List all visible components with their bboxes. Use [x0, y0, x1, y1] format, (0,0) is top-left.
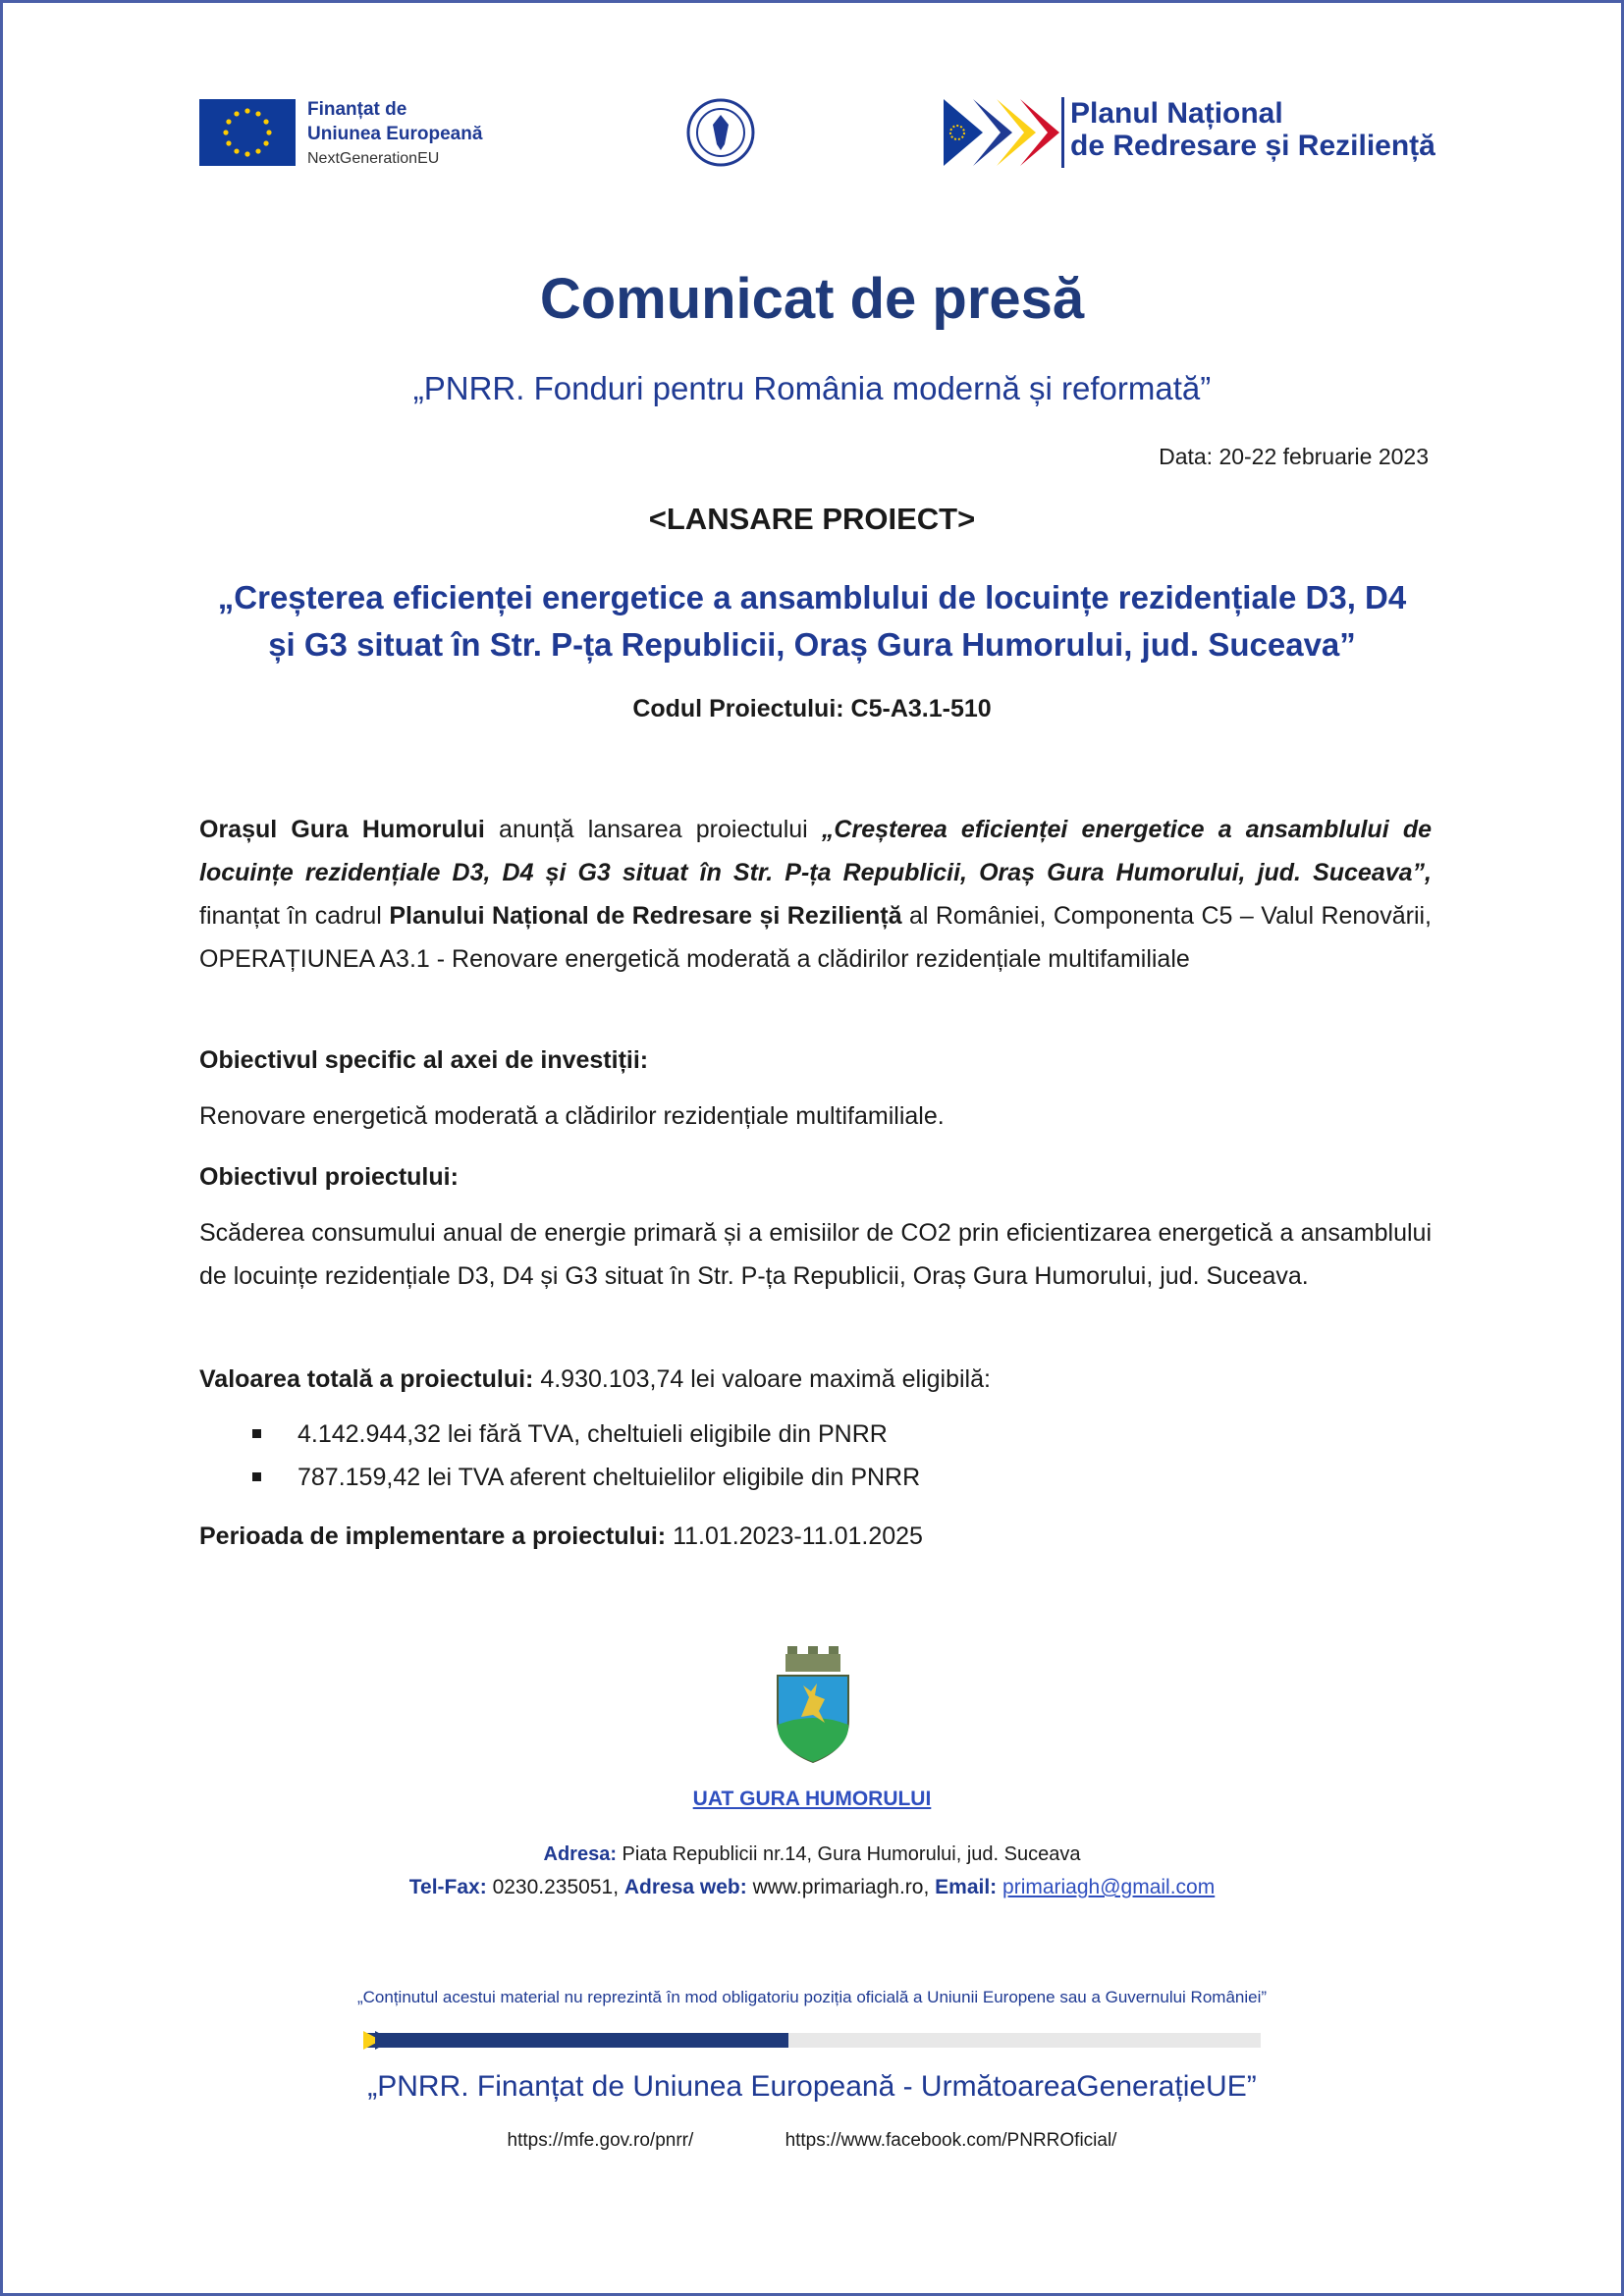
intro-project-name: „Creșterea eficienței energetice a ansamblului de locuințe rezidențiale D3, D4 și G3 situat în Str. P-ța Republicii, Oraș Gura Humorului, jud. Suceava”,	[199, 816, 1432, 886]
telfax-text: 0230.235051,	[486, 1876, 624, 1898]
page-title: Comunicat de presă	[539, 267, 1085, 331]
email-link[interactable]: primariagh@gmail.com	[1002, 1876, 1216, 1898]
period-label: Perioada de implementare a proiectului:	[199, 1522, 667, 1550]
implementation-period	[199, 1515, 1432, 1558]
launch-label: <LANSARE PROIECT>	[648, 502, 976, 536]
intro-text-3: al României, Componenta C5 – Valul Renovării, OPERAȚIUNEA A3.1 - Renovare energetică moderată a clădirilor rezidențiale multifamiliale	[199, 902, 1432, 973]
subtitle: „PNRR. Fonduri pentru România modernă și reformată”	[412, 370, 1212, 406]
intro-text-2: finanțat în cadrul	[199, 902, 390, 930]
email-label: Email:	[935, 1876, 998, 1898]
disclaimer: „Conținutul acestui material nu reprezintă în mod obligatoriu poziția oficială a Uniunii Europene sau a Guvernului României”	[356, 1988, 1268, 2006]
project-title	[3, 574, 1621, 668]
address-line	[3, 1843, 1621, 1866]
eu-line-1: Finanțat de	[307, 99, 407, 120]
intro-plan-name: Planului Național de Redresare și Reziliență	[389, 902, 902, 930]
intro-paragraph	[199, 808, 1432, 981]
release-date: Data: 20-22 februarie 2023	[1159, 444, 1429, 469]
slogan: „PNRR. Finanțat de Uniunea Europeană - UrmătoareaGenerațieUE”	[367, 2070, 1257, 2103]
web-text: www.primariagh.ro,	[746, 1876, 936, 1898]
list-item: 4.142.944,32 lei fără TVA, cheltuieli eligibile din PNRR	[199, 1413, 1432, 1456]
pnrr-title	[1070, 97, 1435, 162]
romanian-government-seal-icon	[685, 97, 756, 168]
eu-line-2: Uniunea Europeană	[307, 124, 483, 144]
total-value	[199, 1358, 1432, 1401]
intro-text-1: anunță lansarea proiectului	[484, 816, 822, 843]
uat-name-link[interactable]: UAT GURA HUMORULUI	[692, 1788, 932, 1810]
project-objective-text: Scăderea consumului anual de energie primară și a emisiilor de CO2 prin eficientizarea energetică a ansamblului de locuințe rezidențiale D3, D4 și G3 situat în Str. P-ța Republicii, Oraș Gura Humorului, jud. Suceava.	[199, 1219, 1432, 1290]
specific-objective-text: Renovare energetică moderată a clădirilor rezidențiale multifamiliale.	[199, 1102, 945, 1130]
eu-line-3: NextGenerationEU	[307, 150, 440, 167]
pnrr-line-1: Planul Național	[1070, 97, 1283, 130]
pnrr-line-2: de Redresare și Reziliență	[1070, 130, 1435, 162]
project-title-line-1: „Creșterea eficienței energetice a ansamblului de locuințe rezidențiale D3, D4	[217, 579, 1407, 615]
footer-arrow-icon	[363, 2029, 403, 2052]
web-label: Adresa web:	[623, 1876, 747, 1898]
intro-city: Orașul Gura Humorului	[199, 816, 485, 843]
value-breakdown-list	[199, 1413, 1432, 1499]
telfax-label: Tel-Fax:	[408, 1876, 487, 1898]
address-label: Adresa:	[543, 1843, 617, 1865]
total-value-text: 4.930.103,74 lei valoare maximă eligibilă:	[533, 1365, 991, 1393]
total-value-label: Valoarea totală a proiectului:	[199, 1365, 534, 1393]
mfe-link[interactable]: https://mfe.gov.ro/pnrr/	[507, 2130, 694, 2151]
footer-links	[3, 2130, 1621, 2152]
contact-line	[3, 1876, 1621, 1899]
list-item: 787.159,42 lei TVA aferent cheltuielilor eligibile din PNRR	[199, 1456, 1432, 1499]
eu-funding-label	[307, 97, 482, 171]
project-title-line-2: și G3 situat în Str. P-ța Republicii, Oraș Gura Humorului, jud. Suceava”	[268, 626, 1356, 663]
address-text: Piata Republicii nr.14, Gura Humorului, jud. Suceava	[617, 1843, 1081, 1865]
gura-humorului-crest-icon	[774, 1642, 852, 1765]
facebook-link[interactable]: https://www.facebook.com/PNRROficial/	[785, 2130, 1117, 2151]
project-objective-heading: Obiectivul proiectului:	[199, 1163, 459, 1191]
project-code: Codul Proiectului: C5-A3.1-510	[632, 695, 992, 722]
specific-objective-heading: Obiectivul specific al axei de investiții:	[199, 1046, 649, 1074]
eu-flag-icon	[199, 99, 296, 166]
pnrr-logo-icon	[944, 97, 1065, 168]
period-text: 11.01.2023-11.01.2025	[666, 1522, 923, 1550]
footer-bar-accent	[363, 2033, 788, 2048]
